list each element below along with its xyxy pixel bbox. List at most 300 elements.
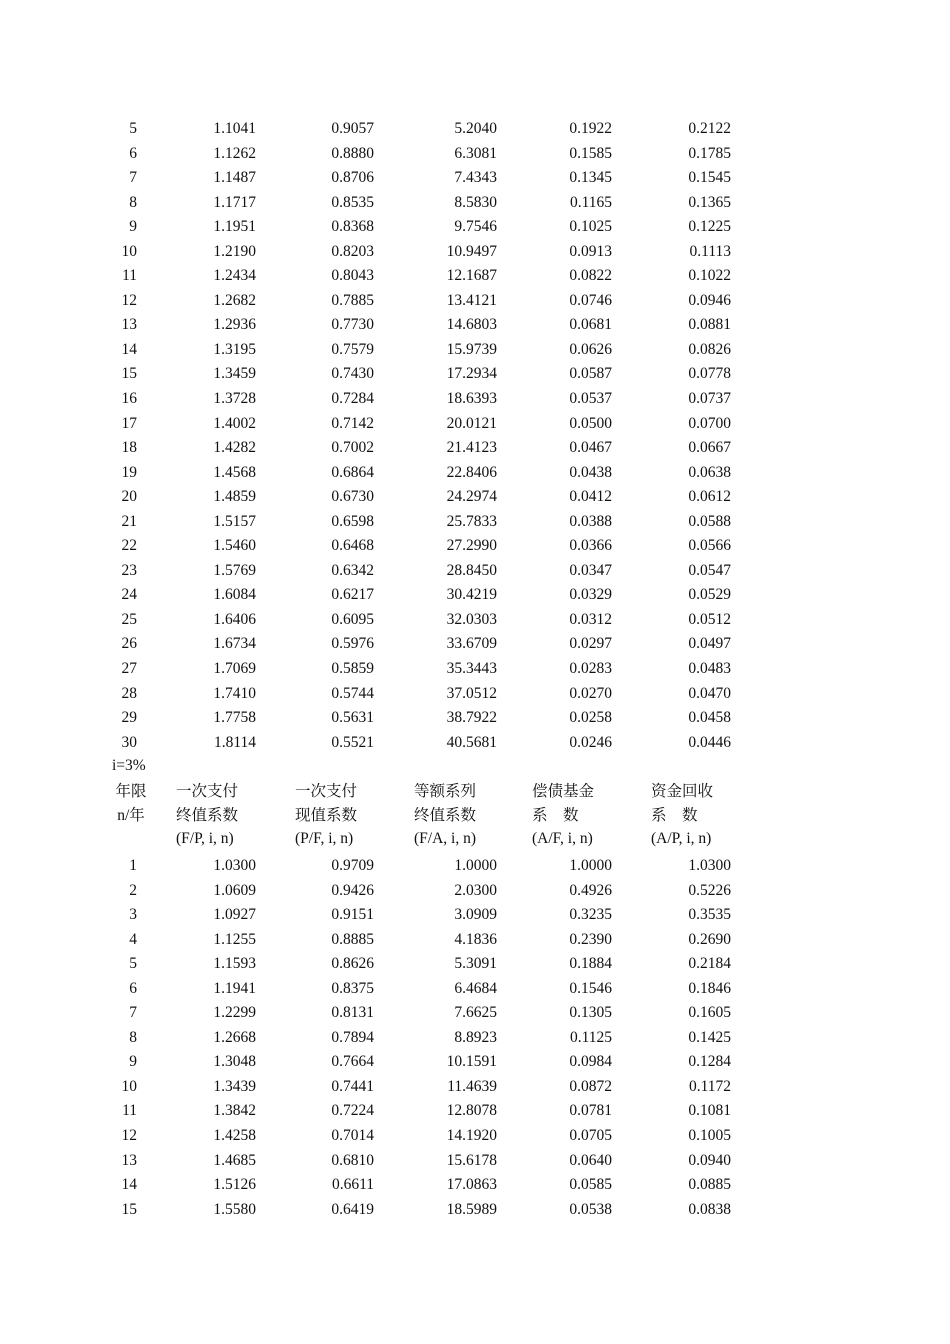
af-cell: 0.0746 xyxy=(569,291,612,309)
fp-cell: 1.1593 xyxy=(213,955,256,973)
ap-cell: 0.1365 xyxy=(688,193,731,211)
ap-cell: 0.3535 xyxy=(688,906,731,924)
af-cell: 0.0246 xyxy=(569,733,612,751)
af-cell: 0.1884 xyxy=(569,955,612,973)
fp-cell: 1.8114 xyxy=(213,733,256,751)
pf-cell: 0.8043 xyxy=(331,267,374,285)
fp-cell: 1.6084 xyxy=(213,586,256,604)
ap-cell: 0.0885 xyxy=(688,1176,731,1194)
pf-cell: 0.8203 xyxy=(331,242,374,260)
fp-cell: 1.4685 xyxy=(213,1151,256,1169)
af-cell: 0.0412 xyxy=(569,488,612,506)
af-cell: 0.2390 xyxy=(569,930,612,948)
fp-cell: 1.1717 xyxy=(213,193,256,211)
fa-cell: 40.5681 xyxy=(446,733,497,751)
ap-cell: 0.1425 xyxy=(688,1028,731,1046)
table-row xyxy=(0,928,950,953)
table-row xyxy=(0,903,950,928)
pf-cell: 0.7142 xyxy=(331,414,374,432)
ap-cell: 0.1005 xyxy=(688,1127,731,1145)
table-row xyxy=(0,289,950,314)
fp-cell: 1.1487 xyxy=(213,169,256,187)
fp-cell: 1.4859 xyxy=(213,488,256,506)
table-row xyxy=(0,1198,950,1223)
header-pf xyxy=(295,780,357,851)
fa-cell: 25.7833 xyxy=(446,512,497,530)
ap-cell: 1.0300 xyxy=(688,857,731,874)
header-af-line-3: (A/F, i, n) xyxy=(532,830,593,847)
fp-cell: 1.1262 xyxy=(213,144,256,162)
table-row xyxy=(0,952,950,977)
fa-cell: 9.7546 xyxy=(454,218,497,236)
af-cell: 0.1165 xyxy=(569,193,612,211)
fp-cell: 1.7410 xyxy=(213,684,256,702)
af-cell: 0.1922 xyxy=(569,120,612,137)
year-cell: 20 xyxy=(121,488,137,506)
table-row xyxy=(0,117,950,142)
fa-cell: 6.3081 xyxy=(454,144,497,162)
pf-cell: 0.8535 xyxy=(331,193,374,211)
ap-cell: 0.0483 xyxy=(688,660,731,678)
af-cell: 0.1025 xyxy=(569,218,612,236)
ap-cell: 0.0826 xyxy=(688,340,731,358)
af-cell: 0.4926 xyxy=(569,881,612,899)
fa-cell: 21.4123 xyxy=(446,439,497,457)
af-cell: 0.0585 xyxy=(569,1176,612,1194)
fa-cell: 5.2040 xyxy=(454,120,497,137)
table-row xyxy=(0,412,950,437)
ap-cell: 0.0566 xyxy=(688,537,731,555)
header-fa-line-2: 终值系数 xyxy=(414,806,477,824)
fa-cell: 18.5989 xyxy=(446,1200,497,1218)
fa-cell: 8.8923 xyxy=(454,1028,497,1046)
fa-cell: 14.1920 xyxy=(446,1127,497,1145)
year-cell: 8 xyxy=(129,193,137,211)
table-row xyxy=(0,461,950,486)
fa-cell: 27.2990 xyxy=(446,537,497,555)
pf-cell: 0.7014 xyxy=(331,1127,374,1145)
pf-cell: 0.6864 xyxy=(331,463,374,481)
af-cell: 0.0872 xyxy=(569,1077,612,1095)
af-cell: 0.0297 xyxy=(569,635,612,653)
ap-cell: 0.1172 xyxy=(688,1077,731,1095)
fp-cell: 1.2682 xyxy=(213,291,256,309)
table-row xyxy=(0,879,950,904)
ap-cell: 0.0470 xyxy=(688,684,731,702)
table-row xyxy=(0,387,950,412)
pf-cell: 0.6810 xyxy=(331,1151,374,1169)
fp-cell: 1.7758 xyxy=(213,709,256,727)
table-row xyxy=(0,1075,950,1100)
ap-cell: 0.0700 xyxy=(688,414,731,432)
pf-cell: 0.6217 xyxy=(331,586,374,604)
header-years xyxy=(113,780,149,827)
pf-cell: 0.7002 xyxy=(331,439,374,457)
fa-cell: 22.8406 xyxy=(446,463,497,481)
pf-cell: 0.7441 xyxy=(331,1077,374,1095)
table-row xyxy=(0,510,950,535)
table-row xyxy=(0,436,950,461)
year-cell: 17 xyxy=(121,414,137,432)
pf-cell: 0.7730 xyxy=(331,316,374,334)
pf-cell: 0.9709 xyxy=(331,857,374,874)
header-fp-line-2: 终值系数 xyxy=(176,806,239,824)
af-cell: 0.0438 xyxy=(569,463,612,481)
year-cell: 4 xyxy=(129,930,137,948)
ap-cell: 0.2184 xyxy=(688,955,731,973)
year-cell: 9 xyxy=(129,218,137,236)
year-cell: 11 xyxy=(122,267,137,285)
year-cell: 23 xyxy=(121,561,137,579)
pf-cell: 0.7894 xyxy=(331,1028,374,1046)
year-cell: 2 xyxy=(129,881,137,899)
af-cell: 0.1585 xyxy=(569,144,612,162)
year-cell: 14 xyxy=(121,1176,137,1194)
fa-cell: 38.7922 xyxy=(446,709,497,727)
header-af-line-2: 系 数 xyxy=(532,806,579,824)
fa-cell: 8.5830 xyxy=(454,193,497,211)
year-cell: 5 xyxy=(129,120,137,137)
fa-cell: 12.1687 xyxy=(446,267,497,285)
header-years-line-1: 年限 xyxy=(115,783,147,800)
table-row xyxy=(0,706,950,731)
ap-cell: 0.0529 xyxy=(688,586,731,604)
ap-cell: 0.1284 xyxy=(688,1053,731,1071)
fa-cell: 2.0300 xyxy=(454,881,497,899)
ap-cell: 0.0547 xyxy=(688,561,731,579)
fa-cell: 12.8078 xyxy=(446,1102,497,1120)
ap-cell: 0.1545 xyxy=(688,169,731,187)
fp-cell: 1.1255 xyxy=(213,930,256,948)
fp-cell: 1.4568 xyxy=(213,463,256,481)
year-cell: 3 xyxy=(129,906,137,924)
ap-cell: 0.1225 xyxy=(688,218,731,236)
table-row xyxy=(0,362,950,387)
fa-cell: 20.0121 xyxy=(446,414,497,432)
year-cell: 12 xyxy=(121,291,137,309)
fp-cell: 1.5580 xyxy=(213,1200,256,1218)
year-cell: 13 xyxy=(121,316,137,334)
fp-cell: 1.1941 xyxy=(213,979,256,997)
pf-cell: 0.9151 xyxy=(331,906,374,924)
fp-cell: 1.1951 xyxy=(213,218,256,236)
year-cell: 10 xyxy=(121,242,137,260)
fa-cell: 15.6178 xyxy=(446,1151,497,1169)
year-cell: 18 xyxy=(121,439,137,457)
header-years-line-2: n/年 xyxy=(117,806,145,824)
table-row xyxy=(0,854,950,879)
year-cell: 27 xyxy=(121,660,137,678)
fa-cell: 17.0863 xyxy=(446,1176,497,1194)
ap-cell: 0.0667 xyxy=(688,439,731,457)
fa-cell: 7.4343 xyxy=(454,169,497,187)
fa-cell: 1.0000 xyxy=(454,857,497,874)
af-cell: 0.0705 xyxy=(569,1127,612,1145)
pf-cell: 0.5859 xyxy=(331,660,374,678)
year-cell: 5 xyxy=(129,955,137,973)
year-cell: 24 xyxy=(121,586,137,604)
table-row xyxy=(0,657,950,682)
af-cell: 0.0347 xyxy=(569,561,612,579)
ap-cell: 0.0458 xyxy=(688,709,731,727)
fa-cell: 4.1836 xyxy=(454,930,497,948)
pf-cell: 0.6598 xyxy=(331,512,374,530)
year-cell: 29 xyxy=(121,709,137,727)
fa-cell: 6.4684 xyxy=(454,979,497,997)
header-fp-line-1: 一次支付 xyxy=(176,783,239,800)
fp-cell: 1.3048 xyxy=(213,1053,256,1071)
year-cell: 13 xyxy=(121,1151,137,1169)
header-af xyxy=(532,780,594,851)
header-fp xyxy=(176,780,238,851)
year-cell: 15 xyxy=(121,365,137,383)
year-cell: 16 xyxy=(121,390,137,408)
header-ap-line-2: 系 数 xyxy=(651,806,698,824)
table-row xyxy=(0,1099,950,1124)
fa-cell: 35.3443 xyxy=(446,660,497,678)
af-cell: 0.1125 xyxy=(569,1028,612,1046)
af-cell: 0.0822 xyxy=(569,267,612,285)
fp-cell: 1.0609 xyxy=(213,881,256,899)
pf-cell: 0.8880 xyxy=(331,144,374,162)
fp-cell: 1.3842 xyxy=(213,1102,256,1120)
year-cell: 25 xyxy=(121,610,137,628)
ap-cell: 0.0512 xyxy=(688,610,731,628)
fa-cell: 10.1591 xyxy=(446,1053,497,1071)
header-af-line-1: 偿债基金 xyxy=(532,783,595,800)
af-cell: 0.0538 xyxy=(569,1200,612,1218)
table-row xyxy=(0,1050,950,1075)
af-cell: 0.0329 xyxy=(569,586,612,604)
pf-cell: 0.7664 xyxy=(331,1053,374,1071)
fp-cell: 1.1041 xyxy=(213,120,256,137)
table-row xyxy=(0,682,950,707)
fa-cell: 17.2934 xyxy=(446,365,497,383)
pf-cell: 0.7885 xyxy=(331,291,374,309)
pf-cell: 0.6730 xyxy=(331,488,374,506)
af-cell: 0.0283 xyxy=(569,660,612,678)
pf-cell: 0.5521 xyxy=(331,733,374,751)
pf-cell: 0.8375 xyxy=(331,979,374,997)
fa-cell: 7.6625 xyxy=(454,1004,497,1022)
fp-cell: 1.3439 xyxy=(213,1077,256,1095)
header-ap-line-3: (A/P, i, n) xyxy=(651,830,712,847)
pf-cell: 0.6611 xyxy=(331,1176,374,1194)
fp-cell: 1.2434 xyxy=(213,267,256,285)
fp-cell: 1.7069 xyxy=(213,660,256,678)
table-row xyxy=(0,534,950,559)
fp-cell: 1.5769 xyxy=(213,561,256,579)
ap-cell: 0.0881 xyxy=(688,316,731,334)
year-cell: 7 xyxy=(129,169,137,187)
year-cell: 1 xyxy=(129,857,137,874)
pf-cell: 0.6419 xyxy=(331,1200,374,1218)
fa-cell: 14.6803 xyxy=(446,316,497,334)
fa-cell: 13.4121 xyxy=(446,291,497,309)
ap-cell: 0.1605 xyxy=(688,1004,731,1022)
fp-cell: 1.0300 xyxy=(213,857,256,874)
year-cell: 8 xyxy=(129,1028,137,1046)
table-row xyxy=(0,583,950,608)
af-cell: 0.0467 xyxy=(569,439,612,457)
af-cell: 0.0587 xyxy=(569,365,612,383)
table-row xyxy=(0,313,950,338)
ap-cell: 0.0838 xyxy=(688,1200,731,1218)
ap-cell: 0.0778 xyxy=(688,365,731,383)
af-cell: 0.0388 xyxy=(569,512,612,530)
year-cell: 6 xyxy=(129,979,137,997)
header-fp-line-3: (F/P, i, n) xyxy=(176,830,234,847)
table-row xyxy=(0,1173,950,1198)
table-row xyxy=(0,632,950,657)
ap-cell: 0.0946 xyxy=(688,291,731,309)
ap-cell: 0.1022 xyxy=(688,267,731,285)
interest-table-3-percent xyxy=(0,854,950,1222)
fa-cell: 28.8450 xyxy=(446,561,497,579)
af-cell: 0.0626 xyxy=(569,340,612,358)
fa-cell: 5.3091 xyxy=(454,955,497,973)
ap-cell: 0.1846 xyxy=(688,979,731,997)
fp-cell: 1.5460 xyxy=(213,537,256,555)
af-cell: 0.0984 xyxy=(569,1053,612,1071)
pf-cell: 0.8131 xyxy=(331,1004,374,1022)
af-cell: 0.0681 xyxy=(569,316,612,334)
fp-cell: 1.3459 xyxy=(213,365,256,383)
af-cell: 0.0781 xyxy=(569,1102,612,1120)
interest-rate-label: i=3% xyxy=(112,757,146,774)
header-fa xyxy=(414,780,476,851)
fp-cell: 1.6406 xyxy=(213,610,256,628)
ap-cell: 0.0940 xyxy=(688,1151,731,1169)
year-cell: 14 xyxy=(121,340,137,358)
pf-cell: 0.9057 xyxy=(331,120,374,137)
header-fa-line-3: (F/A, i, n) xyxy=(414,830,476,847)
year-cell: 19 xyxy=(121,463,137,481)
fp-cell: 1.4258 xyxy=(213,1127,256,1145)
fa-cell: 11.4639 xyxy=(447,1077,497,1095)
af-cell: 1.0000 xyxy=(569,857,612,874)
year-cell: 10 xyxy=(121,1077,137,1095)
ap-cell: 0.0737 xyxy=(688,390,731,408)
pf-cell: 0.5976 xyxy=(331,635,374,653)
pf-cell: 0.5744 xyxy=(331,684,374,702)
fa-cell: 30.4219 xyxy=(446,586,497,604)
ap-cell: 0.1113 xyxy=(689,242,731,260)
af-cell: 0.0312 xyxy=(569,610,612,628)
ap-cell: 0.0446 xyxy=(688,733,731,751)
ap-cell: 0.2122 xyxy=(688,120,731,137)
year-cell: 9 xyxy=(129,1053,137,1071)
af-cell: 0.1546 xyxy=(569,979,612,997)
table-row xyxy=(0,142,950,167)
table-row xyxy=(0,485,950,510)
year-cell: 22 xyxy=(121,537,137,555)
fp-cell: 1.3195 xyxy=(213,340,256,358)
af-cell: 0.0640 xyxy=(569,1151,612,1169)
ap-cell: 0.2690 xyxy=(688,930,731,948)
table-row xyxy=(0,1001,950,1026)
header-ap xyxy=(651,780,713,851)
header-fa-line-1: 等额系列 xyxy=(414,783,477,800)
fp-cell: 1.4282 xyxy=(213,439,256,457)
year-cell: 11 xyxy=(122,1102,137,1120)
table-row xyxy=(0,215,950,240)
table-row xyxy=(0,1124,950,1149)
pf-cell: 0.7579 xyxy=(331,340,374,358)
af-cell: 0.0537 xyxy=(569,390,612,408)
header-pf-line-2: 现值系数 xyxy=(295,806,358,824)
year-cell: 28 xyxy=(121,684,137,702)
fa-cell: 3.0909 xyxy=(454,906,497,924)
pf-cell: 0.6095 xyxy=(331,610,374,628)
af-cell: 0.3235 xyxy=(569,906,612,924)
af-cell: 0.0913 xyxy=(569,242,612,260)
fp-cell: 1.5126 xyxy=(213,1176,256,1194)
af-cell: 0.0500 xyxy=(569,414,612,432)
header-ap-line-1: 资金回收 xyxy=(651,783,714,800)
fa-cell: 37.0512 xyxy=(446,684,497,702)
table-row xyxy=(0,191,950,216)
ap-cell: 0.0497 xyxy=(688,635,731,653)
table-row xyxy=(0,608,950,633)
pf-cell: 0.5631 xyxy=(331,709,374,727)
fa-cell: 10.9497 xyxy=(446,242,497,260)
fa-cell: 15.9739 xyxy=(446,340,497,358)
year-cell: 6 xyxy=(129,144,137,162)
header-pf-line-3: (P/F, i, n) xyxy=(295,830,354,847)
table-row xyxy=(0,264,950,289)
table-row xyxy=(0,977,950,1002)
fp-cell: 1.6734 xyxy=(213,635,256,653)
af-cell: 0.0366 xyxy=(569,537,612,555)
ap-cell: 0.1785 xyxy=(688,144,731,162)
fp-cell: 1.2190 xyxy=(213,242,256,260)
ap-cell: 0.0638 xyxy=(688,463,731,481)
fp-cell: 1.5157 xyxy=(213,512,256,530)
af-cell: 0.0270 xyxy=(569,684,612,702)
year-cell: 21 xyxy=(121,512,137,530)
year-cell: 15 xyxy=(121,1200,137,1218)
table-row xyxy=(0,731,950,756)
fp-cell: 1.4002 xyxy=(213,414,256,432)
ap-cell: 0.1081 xyxy=(688,1102,731,1120)
fa-cell: 18.6393 xyxy=(446,390,497,408)
interest-table-continued xyxy=(0,117,950,755)
pf-cell: 0.8626 xyxy=(331,955,374,973)
af-cell: 0.1305 xyxy=(569,1004,612,1022)
table-row xyxy=(0,338,950,363)
pf-cell: 0.7430 xyxy=(331,365,374,383)
table-row xyxy=(0,559,950,584)
year-cell: 26 xyxy=(121,635,137,653)
fp-cell: 1.2668 xyxy=(213,1028,256,1046)
fp-cell: 1.2936 xyxy=(213,316,256,334)
table-row xyxy=(0,1026,950,1051)
fp-cell: 1.3728 xyxy=(213,390,256,408)
ap-cell: 0.0588 xyxy=(688,512,731,530)
ap-cell: 0.0612 xyxy=(688,488,731,506)
af-cell: 0.1345 xyxy=(569,169,612,187)
fa-cell: 33.6709 xyxy=(446,635,497,653)
fa-cell: 32.0303 xyxy=(446,610,497,628)
pf-cell: 0.6342 xyxy=(331,561,374,579)
fp-cell: 1.0927 xyxy=(213,906,256,924)
fa-cell: 24.2974 xyxy=(446,488,497,506)
pf-cell: 0.9426 xyxy=(331,881,374,899)
fp-cell: 1.2299 xyxy=(213,1004,256,1022)
af-cell: 0.0258 xyxy=(569,709,612,727)
pf-cell: 0.7284 xyxy=(331,390,374,408)
